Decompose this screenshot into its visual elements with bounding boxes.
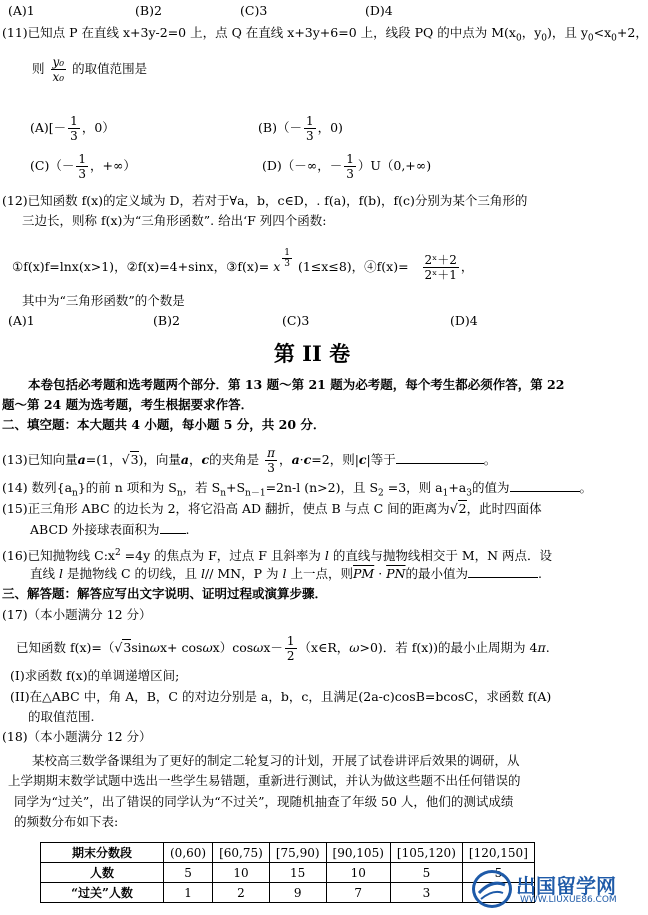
table-cell: 10 [213, 863, 270, 883]
q15-line1: (15)正三角形 ABC 的边长为 2，将它沿高 AD 翻折，使点 B 与点 C 间的距离为√2，此时四面体 [2, 501, 542, 516]
table-cell: [60,75) [213, 843, 270, 863]
table-header-label: 期末分数段 [41, 843, 164, 863]
table-cell: 5 [164, 863, 213, 883]
section-fill-blank: 二、填空题：本大题共 4 小题，每小题 5 分，共 20 分． [2, 417, 326, 432]
watermark [472, 868, 620, 910]
part2-intro-line2: 题～第 24 题为选考题，考生根据要求作答． [2, 397, 254, 412]
table-cell: 15 [269, 863, 326, 883]
q17-stem: 已知函数 f(x)=（√3sinωx+ cosωx）cosωx－ $\frac{1}{2}$ （x∈R，ω>0)．若 f(x))的最小止周期为 4π. [16, 634, 550, 663]
q17-part2-line1: (II)在△ABC 中，角 A，B，C 的对边分别是 a，b，c，且满足(2a-c)cosB=bcosC，求函数 f(A) [10, 689, 552, 704]
frequency-table [40, 842, 535, 903]
q14: (14) 数列$\{a_n\}$的前 n 项和为 $S_n$，若 $S_n+S_{n-1}=2n-l$ (n>2)，且 $S_2 =3$，则 $a_1+a_3$的值为 。 [2, 480, 593, 499]
table-cell: 7 [326, 883, 390, 903]
q11-option-a: (A)[－ $\frac{1}{3}$ ，0） [30, 114, 115, 143]
q12-option-a: (A)1 [8, 313, 35, 328]
table-row [41, 863, 535, 883]
q12-ask: 其中为“三角形函数”的个数是 [22, 293, 185, 308]
q17-part1: (Ⅰ)求函数 f(x)的单调递增区间; [10, 668, 180, 683]
q11-stem: (11)已知点 P 在直线 x+3y-2=0 上，点 Q 在直线 x+3y+6=0 上，线段 PQ 的中点为 $M(x_0$，$y_0$)，且 $y_0<x_0+2$， [2, 25, 648, 44]
table-cell: 5 [390, 863, 462, 883]
q17-part2-line2: 的取值范围. [28, 709, 95, 724]
table-row-label: “过关”人数 [41, 883, 164, 903]
table-cell: 9 [269, 883, 326, 903]
q18-line4: 的频数分布如下表: [14, 814, 119, 829]
q18-line3: 同学为“过关”，出了错误的同学认为“不过关”，现随机抽查了年级 50 人，他们的测试成绩 [14, 794, 514, 809]
q11-ask: 则 $\frac{\text{y₀}}{\text{x₀}}$ 的取值范围是 [32, 55, 148, 84]
table-cell: [120,150] [462, 843, 534, 863]
table-row [41, 843, 535, 863]
q18-head: (18)（本小题满分 12 分） [2, 729, 152, 744]
q10-option-d: (D)4 [365, 3, 393, 18]
q10-option-c: (C)3 [240, 3, 268, 18]
table-cell: 3 [390, 883, 462, 903]
watermark-url: WWW.LIUXUE86.COM [520, 895, 617, 905]
table-cell: [105,120) [390, 843, 462, 863]
table-cell: 10 [326, 863, 390, 883]
table-cell: 5 [462, 863, 534, 883]
q11-option-c: (C)（－ $\frac{1}{3}$ ，+∞） [30, 152, 136, 181]
q11-option-d: (D)（－∞，－ $\frac{1}{3}$ ）U（0,+∞) [262, 152, 432, 181]
globe-icon [472, 870, 512, 908]
q10-option-a: (A)1 [8, 3, 35, 18]
q10-option-b: (B)2 [135, 3, 162, 18]
q13: (13)已知向量a=(1，√3)，向量a，c的夹角是 $\frac{\pi}{3}$ ，a·c=2，则|c|等于 。 [2, 446, 497, 475]
q16-line2: 直线 l 是抛物线 C 的切线，且 l// MN，P 为 l 上一点，则$\overline{PM} \cdot \overline{PN}$的最小值为 . [30, 566, 542, 581]
table-row [41, 883, 535, 903]
q18-line1: 某校高三数学备课组为了更好的制定二轮复习的计划，开展了试卷讲评后效果的调研，从 [32, 753, 520, 768]
table-cell: [90,105) [326, 843, 390, 863]
watermark-text: 出国留学网 [516, 874, 616, 898]
q11-option-b: (B)（－ $\frac{1}{3}$ ，0) [258, 114, 343, 143]
table-row-label: 人数 [41, 863, 164, 883]
table-cell: 2 [213, 883, 270, 903]
q15-line2: ABCD 外接球表面积为 . [30, 522, 190, 537]
q12-option-d: (D)4 [450, 313, 478, 328]
q12-line1: (12)已知函数 f(x)的定义域为 D，若对于∀a，b，c∈D，. f(a)，f(b)，f(c)分别为某个三角形的 [2, 193, 528, 208]
q16-line1: (16)已知抛物线 $C:x^2 =4y$ 的焦点为 F，过点 F 且斜率为 l 的直线与抛物线相交于 M，N 两点．设 [2, 548, 553, 564]
part2-intro-line1: 本卷包括必考题和选考题两个部分．第 13 题～第 21 题为必考题，每个考生都必须作答，第 22 [28, 377, 565, 392]
part2-title: 第 II 卷 [273, 341, 351, 366]
table-cell: [75,90) [269, 843, 326, 863]
q18-line2: 上学期期末数学试题中选出一些学生易错题，重新进行测试，并认为做这些题不出任何错误的 [8, 773, 521, 788]
q12-option-c: (C)3 [282, 313, 310, 328]
table-cell: 1 [164, 883, 213, 903]
q17-head: (17)（本小题满分 12 分） [2, 607, 152, 622]
table-cell: (0,60) [164, 843, 213, 863]
q12-line2: 三边长，则称 f(x)为“三角形函数”. 给出‘F 列四个函数: [22, 213, 327, 228]
section-solve: 三、解答题：解答应写出文字说明、证明过程或演算步骤． [2, 586, 328, 601]
q12-option-b: (B)2 [153, 313, 180, 328]
q12-functions: ①f(x)f=lnx(x>1)，②f(x)=4+sinx，③f(x)= x $\frac{1}{3}$ (1≤x≤8)，④f(x)= $\frac{\text{2ˣ＋2}}{\text{2ˣ＋1}}$ ， [12, 248, 474, 283]
